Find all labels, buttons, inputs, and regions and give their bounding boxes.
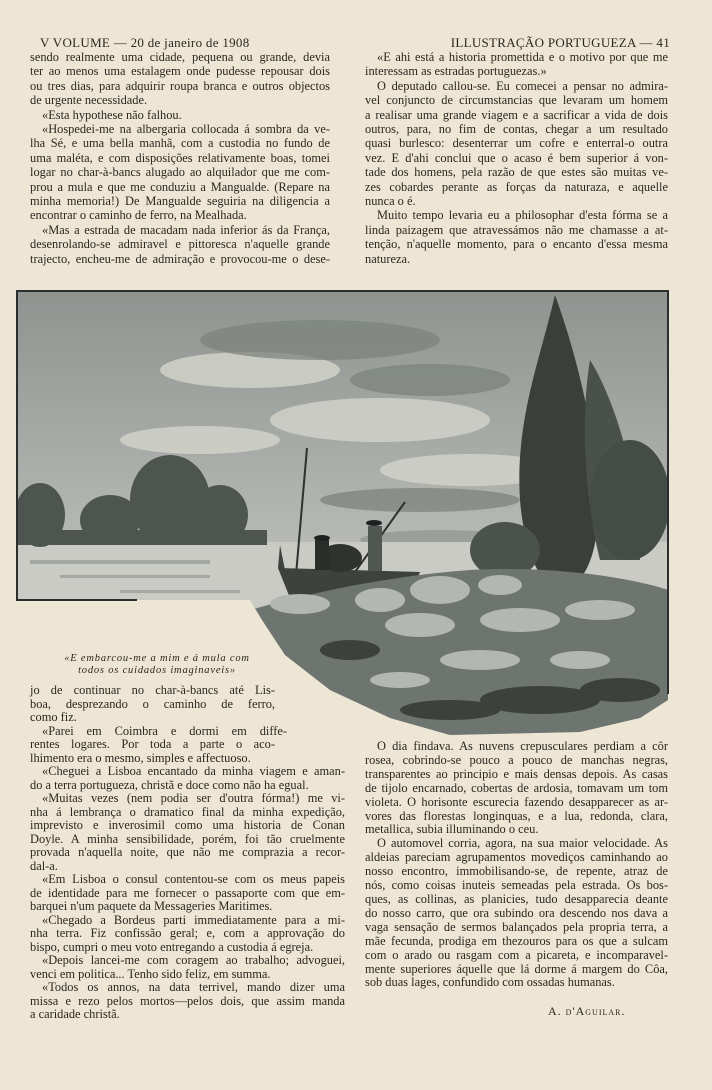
text-line: lhimento era o mesmo, simples e affectuoso. bbox=[30, 750, 251, 765]
issue-date: — 20 de janeiro de 1908 bbox=[113, 35, 250, 50]
text-line: vel conjuncto de circumstancias que levaram um homem bbox=[365, 93, 668, 108]
text-line: com o arado ou rasgam com a picareta, e incomparavel- bbox=[365, 947, 668, 962]
text-line: «Muitas vezes (nem podia ser d'outra fórma!) me vi- bbox=[42, 791, 345, 805]
volume-label: V VOLUME bbox=[40, 35, 111, 50]
text-line: logar no char-à-bancs alugado ao alquilador que me com- bbox=[30, 165, 330, 180]
running-header-right: ILLUSTRAÇÃO PORTUGUEZA — 41 bbox=[450, 35, 670, 50]
text-line: venci em politica... Tenho sido feliz, em summa. bbox=[30, 966, 271, 981]
text-line: aldeias pareciam agrupamentos movediços caminhando ao bbox=[365, 850, 668, 865]
text-line: prou a mula e que me conduziu a Mangualde. (Repare na bbox=[30, 179, 330, 194]
text-line: de identidade para me fornecer o passaporte com que em- bbox=[30, 885, 345, 900]
text-line: encontrar o caminho de ferro, na Mealhada. bbox=[30, 208, 247, 223]
text-line: nós, como coisas inuteis semeadas pela estrada. Os bos- bbox=[365, 878, 668, 893]
text-line: sob duas lages, confundido com ossadas humanas. bbox=[365, 975, 615, 990]
text-line: linda paizagem que atravessámos não me chamasse a at- bbox=[365, 222, 668, 237]
text-line: tenção, n'aquelle momento, para o encanto d'essa mesma bbox=[365, 237, 668, 252]
article-column-left-bottom bbox=[30, 684, 345, 1022]
text-line: do a terra portugueza, christã e doce como não ha egual. bbox=[30, 777, 309, 792]
text-line: do nosso carro, que ora subindo ora descendo nos dava a bbox=[365, 905, 668, 920]
text-line: como fiz. bbox=[30, 710, 77, 724]
text-line: metallica, subia illuminando o ceu. bbox=[365, 822, 539, 837]
text-line: trajecto, encheu-me de admiração e provocou-me o dese- bbox=[30, 251, 330, 266]
text-line: ou tres dias, para adquirir roupa branca e outros objectos bbox=[30, 78, 330, 93]
text-line: boa, desprezando o caminho de ferro, bbox=[30, 696, 275, 711]
text-line: «Parei em Coimbra e dormi em diffe- bbox=[42, 723, 287, 738]
text-line: O dia findava. As nuvens crepusculares perdiam a côr bbox=[377, 739, 668, 753]
text-line: vores das florestas longinquas, e a lua, redonda, clara, bbox=[365, 808, 668, 823]
text-line: a caridade christã. bbox=[30, 1007, 120, 1021]
text-line: nha á lembrança o dramatico final da minha expedição, bbox=[30, 804, 345, 819]
article-column-right-bottom bbox=[365, 740, 668, 990]
text-line: «E ahi está a historia promettida e o motivo por que me bbox=[377, 50, 668, 64]
text-line: a realisar uma grande viagem e a sacrificar a vida de dois bbox=[365, 107, 668, 122]
illustration-caption bbox=[42, 653, 272, 677]
text-line: mãe fecunda, prodiga em thezouros para os que a sulcam bbox=[365, 933, 668, 948]
text-line: desenrolando-se admiravel e pittoresca n'aquelle grande bbox=[30, 237, 330, 252]
text-line: imprevisto e inverosimil como uma historia de Conan bbox=[30, 818, 345, 832]
text-line: quasi burlesco: desenterrar um cofre e enterral-o outra bbox=[365, 136, 668, 151]
text-line: barquei n'um paquete da Messageries Maritimes. bbox=[30, 899, 273, 913]
text-line: zes cobardes perante as forças da naturaza, e aquelle bbox=[365, 179, 668, 194]
text-line: ter ao menos uma estalagem onde pudesse repousar dois bbox=[30, 64, 330, 79]
text-line: rosea, cobrindo-se pouco a pouco de manchas negras, bbox=[365, 752, 668, 767]
text-line: nosso encontro, immobilisando-se, de repente, atraz de bbox=[365, 864, 668, 879]
text-line: «Mas a estrada de macadam nada inferior ás da França, bbox=[42, 222, 330, 237]
text-line: Doyle. A minha sensibilidade, porém, foi tão cruelmente bbox=[30, 831, 345, 846]
text-line: interessam as estradas portuguezas.» bbox=[365, 64, 547, 79]
text-line: tade dos homens, pela razão de que estes são muitas ve- bbox=[365, 165, 668, 180]
text-line: O automovel corria, agora, na sua maior velocidade. As bbox=[377, 836, 668, 851]
text-line: vez. E d'ahi conclui que o acaso é bem superior á von- bbox=[365, 150, 668, 165]
caption-line: todos os cuidados imaginaveis» bbox=[78, 665, 236, 676]
text-line: jo de continuar no char-à-bancs até Lis- bbox=[30, 683, 275, 697]
text-line: nha terra. Fiz confissão geral; e, com a approvação do bbox=[30, 926, 345, 940]
text-line: «Em Lisboa o consul contentou-se com os meus papeis bbox=[42, 872, 345, 886]
author-signature: A. d'Aguilar. bbox=[548, 1004, 626, 1018]
text-line: vaga sensação de sermos balançados pela propria terra, a bbox=[365, 919, 668, 934]
text-line: «Todos os annos, na data terrivel, mando dizer uma bbox=[42, 980, 345, 994]
text-line: minha memoria!) De Mangualde seguiria na diligencia a bbox=[30, 194, 330, 209]
text-line: dal-a. bbox=[30, 858, 58, 873]
text-line: sendo realmente uma cidade, pequena ou grande, devia bbox=[30, 50, 330, 64]
text-line: uma maléta, e com disposições relativamente boas, tomei bbox=[30, 150, 330, 165]
text-line: ques, as collinas, as planicies, tudo desapparecia deante bbox=[365, 891, 668, 906]
text-line: mente superiores áquelle que lá dorme á margem do Côa, bbox=[365, 961, 668, 976]
text-line: rentes logares. Por toda a parte o aco- bbox=[30, 737, 275, 751]
text-line: de tijolo encarnado, cobertas de ardosia, tomavam um tom bbox=[365, 780, 668, 795]
text-line: «Chegado a Bordeus parti immediatamente para a mi- bbox=[42, 912, 345, 927]
text-line: de urgente necessidade. bbox=[30, 93, 148, 108]
text-line: transparentes ao principio e mais densas depois. As casas bbox=[365, 766, 668, 781]
caption-line: «E embarcou-me a mim e á mula com bbox=[64, 653, 250, 664]
text-line: nunca o é. bbox=[365, 194, 416, 209]
text-line: bispo, cumpri o meu voto entregando a custodia á egreja. bbox=[30, 939, 314, 954]
text-line: Muito tempo levaria eu a philosophar d'esta fórma se a bbox=[377, 208, 668, 223]
text-line: missa e rezo pelos mortos—pelos dois, que assim manda bbox=[30, 993, 345, 1008]
text-line: «Esta hypothese não falhou. bbox=[42, 107, 182, 122]
text-line: outros, para, no fim de contas, chegar a um resultado bbox=[365, 122, 668, 137]
text-line: lha Sé, e uma bella manhã, com a custodia no fundo de bbox=[30, 136, 330, 151]
text-line: violeta. O horisonte escurecia fazendo desapparecer as ar- bbox=[365, 794, 668, 809]
text-line: natureza. bbox=[365, 251, 411, 266]
text-line: O deputado callou-se. Eu comecei a pensar no admira- bbox=[377, 78, 668, 93]
text-line: provada n'aquella noite, que não me comprazia a recor- bbox=[30, 845, 345, 859]
text-line: «Depois lancei-me com coragem ao trabalho; advoguei, bbox=[42, 953, 345, 967]
text-line: «Hospedei-me na albergaria collocada á sombra da ve- bbox=[42, 122, 330, 137]
text-line: «Cheguei a Lisboa encantado da minha viagem e aman- bbox=[42, 764, 345, 778]
